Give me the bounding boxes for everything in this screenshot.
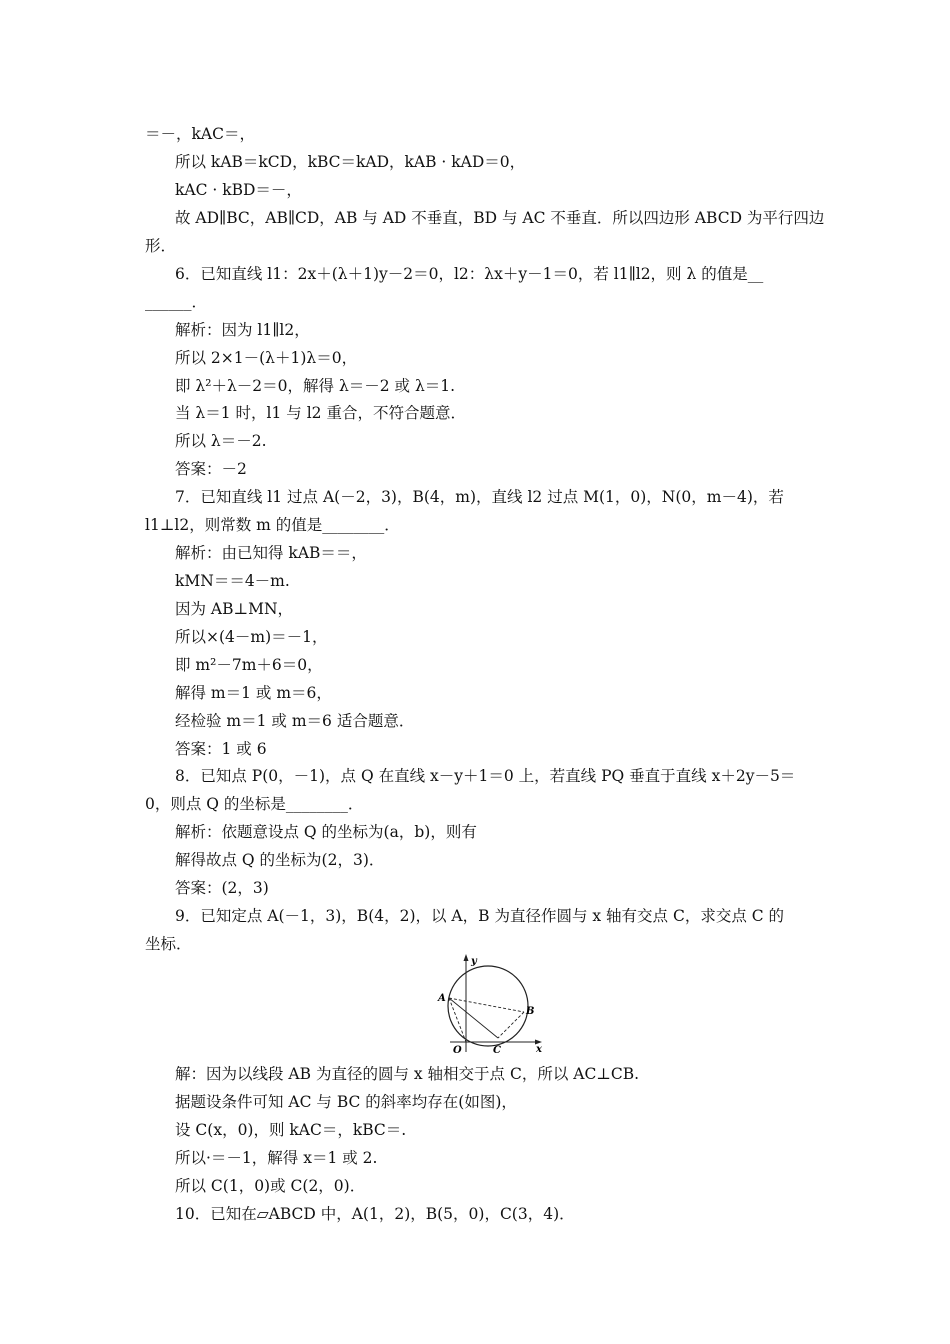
label-b: B xyxy=(526,1006,535,1017)
label-a: A xyxy=(438,993,446,1004)
problem-9: 9．已知定点 A(－1，3)，B(4，2)，以 A，B 为直径作圆与 x 轴有交点 C，求交点 C 的 xyxy=(175,907,785,925)
text-line: 所以 2×1－(λ＋1)λ＝0， xyxy=(175,349,358,367)
text-line: 故 AD∥BC，AB∥CD，AB 与 AD 不垂直，BD 与 AC 不垂直．所以四边形 ABCD 为平行四边 xyxy=(175,209,825,227)
text-line: 形． xyxy=(145,237,177,255)
text-line: l1⊥l2，则常数 m 的值是________． xyxy=(145,516,400,534)
text-line: 解得 m＝1 或 m＝6， xyxy=(175,684,332,702)
text-line: 解析：由已知得 kAB＝＝， xyxy=(175,544,367,562)
text-line: 当 λ＝1 时，l1 与 l2 重合，不符合题意． xyxy=(175,404,466,422)
text-line: 解：因为以线段 AB 为直径的圆与 x 轴相交于点 C，所以 AC⊥CB. xyxy=(175,1065,640,1083)
text-line: 设 C(x，0)，则 kAC＝，kBC＝. xyxy=(175,1121,407,1139)
text-line: 经检验 m＝1 或 m＝6 适合题意． xyxy=(175,712,415,730)
text-line: 据题设条件可知 AC 与 BC 的斜率均存在(如图)， xyxy=(175,1093,517,1111)
text-line: ______． xyxy=(145,293,208,311)
problem-10: 10．已知在▱ABCD 中，A(1，2)，B(5，0)，C(3，4)． xyxy=(175,1205,575,1223)
problem-6: 6．已知直线 l1：2x＋(λ＋1)y－2＝0，l2：λx＋y－1＝0，若 l1∥l2，则 λ 的值是__ xyxy=(175,265,764,283)
text-line: 解析：依题意设点 Q 的坐标为(a，b)，则有 xyxy=(175,823,477,841)
text-line: 所以 kAB＝kCD，kBC＝kAD，kAB · kAD＝0， xyxy=(175,153,526,171)
label-x: x xyxy=(536,1044,542,1055)
segment-bc xyxy=(498,1012,524,1038)
y-axis-arrow xyxy=(464,954,469,961)
text-line: 所以 λ＝－2. xyxy=(175,432,267,450)
text-line: ＝－，kAC＝， xyxy=(145,125,255,143)
text-line: 即 λ²＋λ－2＝0，解得 λ＝－2 或 λ＝1. xyxy=(175,377,456,395)
problem-7: 7．已知直线 l1 过点 A(－2，3)，B(4，m)，直线 l2 过点 M(1，0)，N(0，m－4)，若 xyxy=(175,488,784,506)
label-y: y xyxy=(471,956,477,967)
label-o: O xyxy=(453,1045,462,1056)
answer-7: 答案：1 或 6 xyxy=(175,740,267,758)
label-c: C xyxy=(493,1045,501,1056)
answer-8: 答案：(2，3) xyxy=(175,879,269,897)
text-line: 即 m²－7m＋6＝0， xyxy=(175,656,323,674)
circle-diagram xyxy=(430,952,550,1060)
text-line: 所以×(4－m)＝－1， xyxy=(175,628,328,646)
text-line: kMN＝＝4－m. xyxy=(175,572,290,590)
text-line: 因为 AB⊥MN， xyxy=(175,600,294,618)
text-line: 解得故点 Q 的坐标为(2，3)． xyxy=(175,851,385,869)
text-line: kAC · kBD＝－， xyxy=(175,181,302,199)
text-line: 所以 C(1，0)或 C(2，0)． xyxy=(175,1177,366,1195)
text-line: 坐标． xyxy=(145,935,192,953)
segment-ab xyxy=(449,998,524,1012)
problem-8: 8．已知点 P(0，－1)，点 Q 在直线 x－y＋1＝0 上，若直线 PQ 垂直于直线 x＋2y－5＝ xyxy=(175,767,796,785)
text-line: 所以·＝－1，解得 x＝1 或 2. xyxy=(175,1149,378,1167)
circle xyxy=(448,966,528,1046)
answer-6: 答案：－2 xyxy=(175,460,247,478)
text-line: 解析：因为 l1∥l2， xyxy=(175,321,310,339)
text-line: 0，则点 Q 的坐标是________． xyxy=(145,795,364,813)
